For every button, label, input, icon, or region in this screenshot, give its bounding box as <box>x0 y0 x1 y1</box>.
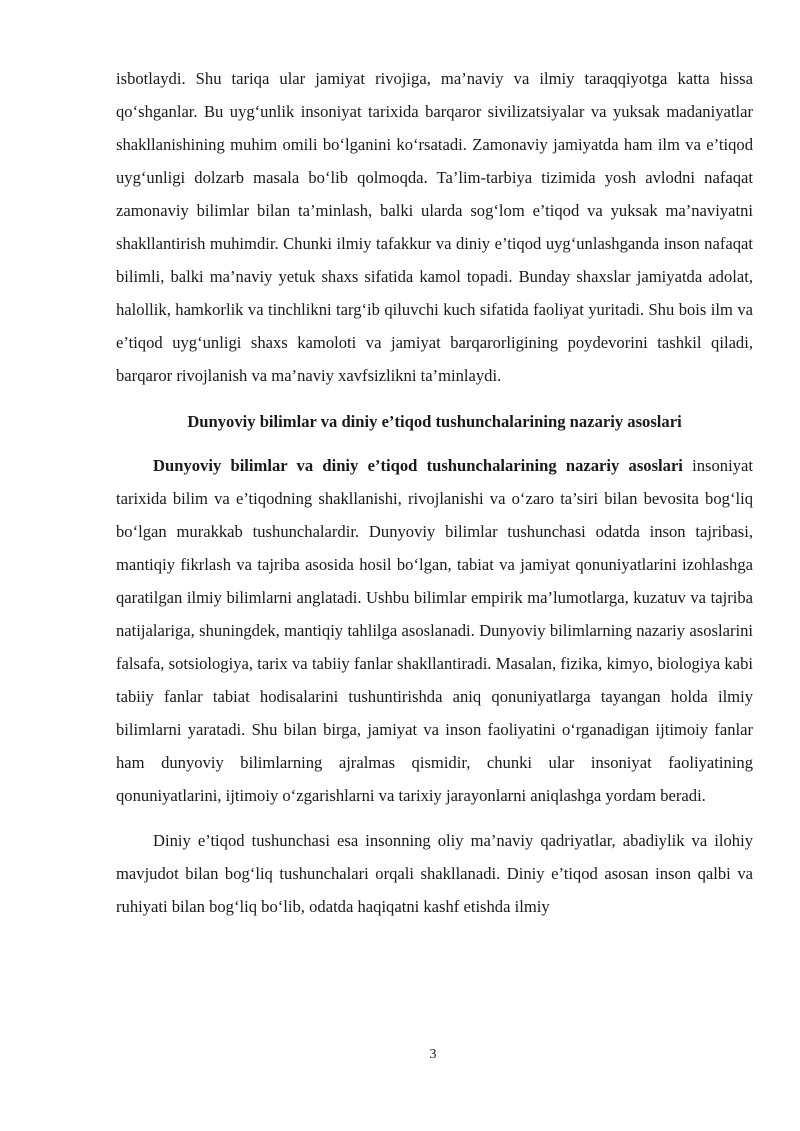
page-number: 3 <box>429 1047 437 1062</box>
paragraph-continuation: isbotlaydi. Shu tariqa ular jamiyat rivojiga, ma’naviy va ilmiy taraqqiyotga katta hissa qo‘shganlar. Bu uyg‘unlik insoniyat tarixida barqaror sivilizatsiyalar va yuksak madaniyatlar shakllanishining muhim omili bo‘lganini ko‘rsatadi. Zamonaviy jamiyatda ham ilm va e’tiqod uyg‘unligi dolzarb masala bo‘lib qolmoqda. Ta’lim-tarbiya tizimida yosh avlodni nafaqat zamonaviy bilimlar bilan ta’minlash, balki ularda sog‘lom e’tiqod va yuksak ma’naviyatni shakllantirish muhimdir. Chunki ilmiy tafakkur va diniy e’tiqod uyg‘unlashganda inson nafaqat bilimli, balki ma’naviy yetuk shaxs sifatida kamol topadi. Bunday shaxslar jamiyatda adolat, halollik, hamkorlik va tinchlikni targ‘ib qiluvchi kuch sifatida faoliyat yuritadi. Shu bois ilm va e’tiqod uyg‘unligi shaxs kamoloti va jamiyat barqarorligining poydevorini tashkil qiladi, barqaror rivojlanish va ma’naviy xavfsizlikni ta’minlaydi. <box>116 69 753 385</box>
paragraph-theoretical-foundations <box>116 449 753 812</box>
section-heading: Dunyoviy bilimlar va diniy e’tiqod tushunchalarining nazariy asoslari <box>187 412 682 431</box>
paragraph-body: insoniyat tarixida bilim va e’tiqodning shakllanishi, rivojlanishi va o‘zaro ta’siri bilan bevosita bog‘liq bo‘lgan murakkab tushunchalardir. Dunyoviy bilimlar tushunchasi odatda inson tajribasi, mantiqiy fikrlash va tajriba asosida hosil bo‘lgan, tabiat va jamiyat qonuniyatlarini izohlashga qaratilgan ilmiy bilimlarni anglatadi. Ushbu bilimlar empirik ma’lumotlarga, kuzatuv va tajriba natijalariga, shuningdek, mantiqiy tahlilga asoslanadi. Dunyoviy bilimlarning nazariy asoslarini falsafa, sotsiologiya, tarix va tabiiy fanlar shakllantiradi. Masalan, fizika, kimyo, biologiya kabi tabiiy fanlar tabiat hodisalarini tushuntirishda aniq qonuniyatlarga tayangan holda ilmiy bilimlarni yaratadi. Shu bilan birga, jamiyat va inson faoliyatini o‘rganadigan ijtimoiy fanlar ham dunyoviy bilimlarning ajralmas qismidir, chunki ular insoniyat faoliyatining qonuniyatlarini, ijtimoiy o‘zgarishlarni va tarixiy jarayonlarni aniqlashga yordam beradi. <box>116 456 753 805</box>
document-page <box>116 62 753 923</box>
paragraph-religious-belief: Diniy e’tiqod tushunchasi esa insonning oliy ma’naviy qadriyatlar, abadiylik va ilohiy mavjudot bilan bog‘liq tushunchalari orqali shakllanadi. Diniy e’tiqod asosan inson qalbi va ruhiyati bilan bog‘liq bo‘lib, odatda haqiqatni kashf etishda ilmiy <box>116 831 753 916</box>
paragraph-lead-bold: Dunyoviy bilimlar va diniy e’tiqod tushunchalarining nazariy asoslari <box>153 456 683 475</box>
